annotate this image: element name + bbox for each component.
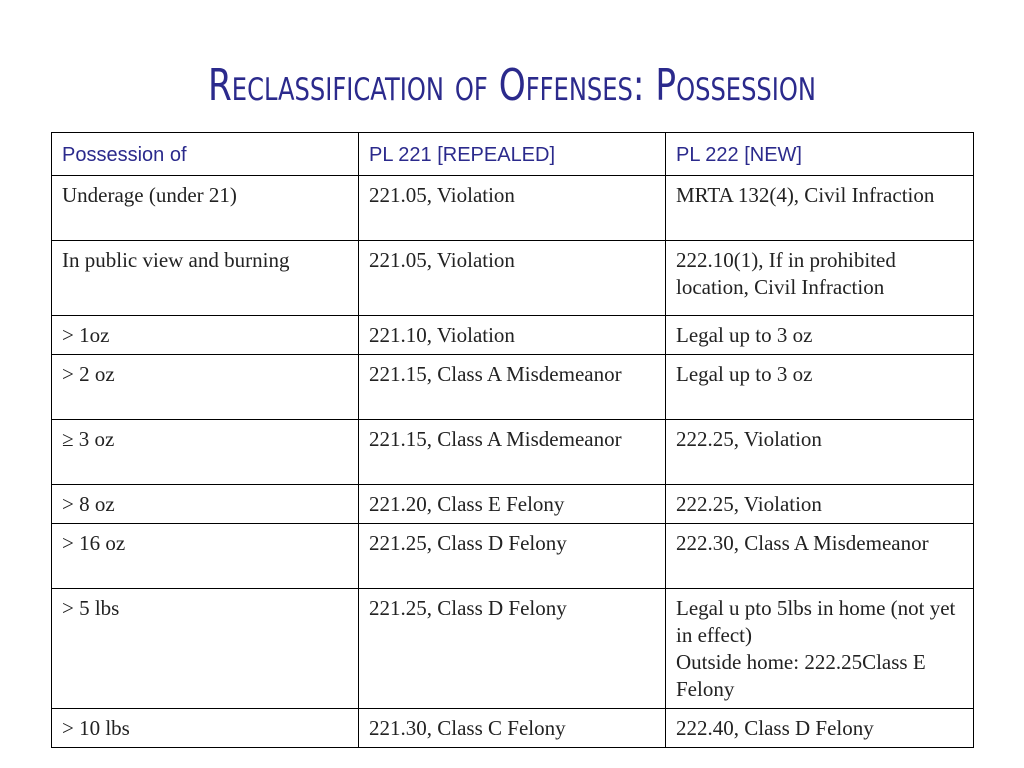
cell-possession: Underage (under 21) xyxy=(52,176,359,241)
cell-pl222-line: 222.10(1), If in prohibited location, Civil Infraction xyxy=(676,248,896,299)
cell-pl222-line: MRTA 132(4), Civil Infraction xyxy=(676,183,935,207)
cell-pl221: 221.25, Class D Felony xyxy=(359,524,666,589)
cell-pl222 xyxy=(666,420,974,485)
cell-pl222-line: Legal up to 3 oz xyxy=(676,362,813,386)
cell-pl221: 221.20, Class E Felony xyxy=(359,485,666,524)
cell-pl222-line: Legal up to 3 oz xyxy=(676,323,813,347)
cell-pl222 xyxy=(666,176,974,241)
table-row xyxy=(52,241,974,316)
cell-possession: > 8 oz xyxy=(52,485,359,524)
cell-pl222 xyxy=(666,589,974,709)
cell-pl222 xyxy=(666,485,974,524)
cell-pl222 xyxy=(666,524,974,589)
cell-pl222 xyxy=(666,241,974,316)
cell-pl221: 221.05, Violation xyxy=(359,241,666,316)
cell-pl222 xyxy=(666,316,974,355)
cell-possession: > 16 oz xyxy=(52,524,359,589)
cell-possession: > 5 lbs xyxy=(52,589,359,709)
cell-pl221: 221.25, Class D Felony xyxy=(359,589,666,709)
slide-title: Reclassification of Offenses: Possession xyxy=(207,60,817,111)
table-row xyxy=(52,709,974,748)
table-row xyxy=(52,355,974,420)
cell-pl221: 221.15, Class A Misdemeanor xyxy=(359,420,666,485)
cell-possession: > 2 oz xyxy=(52,355,359,420)
cell-pl221: 221.30, Class C Felony xyxy=(359,709,666,748)
cell-possession: > 10 lbs xyxy=(52,709,359,748)
table-header-row xyxy=(52,133,974,176)
cell-possession: In public view and burning xyxy=(52,241,359,316)
cell-possession: > 1oz xyxy=(52,316,359,355)
cell-pl222-line: 222.25, Violation xyxy=(676,427,822,451)
header-possession-of: Possession of xyxy=(52,133,359,176)
table-row xyxy=(52,589,974,709)
cell-pl222-line: 222.25, Violation xyxy=(676,492,822,516)
cell-pl222 xyxy=(666,355,974,420)
cell-pl221: 221.05, Violation xyxy=(359,176,666,241)
header-pl222: PL 222 [NEW] xyxy=(666,133,974,176)
cell-pl222-line: 222.40, Class D Felony xyxy=(676,716,874,740)
table-row xyxy=(52,176,974,241)
cell-pl222-line: Legal u pto 5lbs in home (not yet in effect) xyxy=(676,596,956,647)
cell-possession: ≥ 3 oz xyxy=(52,420,359,485)
table-row xyxy=(52,316,974,355)
table-row xyxy=(52,420,974,485)
cell-pl221: 221.10, Violation xyxy=(359,316,666,355)
cell-pl222 xyxy=(666,709,974,748)
offenses-table xyxy=(51,132,974,748)
header-pl221: PL 221 [REPEALED] xyxy=(359,133,666,176)
cell-pl222-line: Outside home: 222.25Class E Felony xyxy=(676,650,926,701)
cell-pl221: 221.15, Class A Misdemeanor xyxy=(359,355,666,420)
table-row xyxy=(52,485,974,524)
cell-pl222-line: 222.30, Class A Misdemeanor xyxy=(676,531,929,555)
table-row xyxy=(52,524,974,589)
